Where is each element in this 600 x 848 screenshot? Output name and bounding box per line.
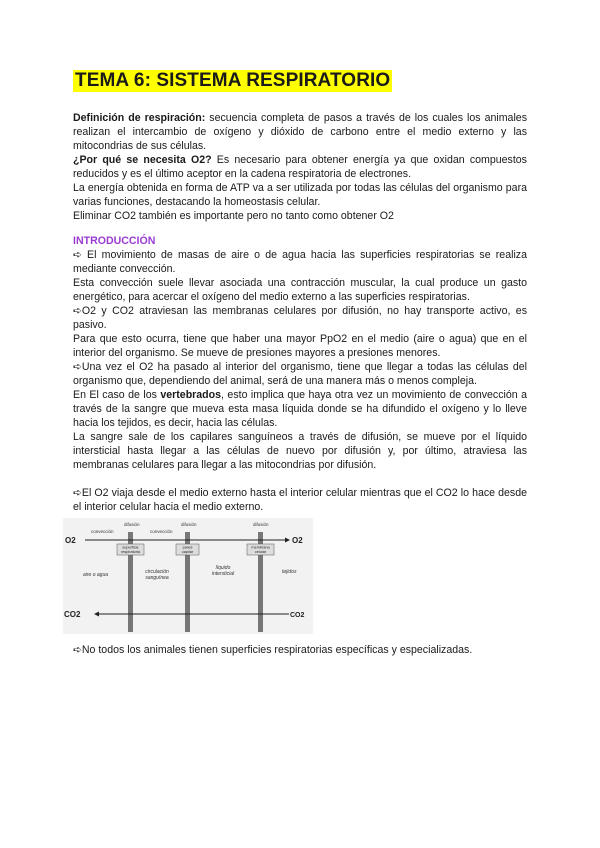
co2-right-label: CO2	[290, 612, 305, 619]
intro-paragraph-7: La sangre sale de los capilares sanguíneos a través de difusión, se mueve por el líquido intersticial hasta llegar a las células de nuevo por difusión y, por último, atraviesa las membranas celulares para llegar a las mitocondrias por difusión.	[73, 431, 527, 471]
intro-p6-post: , esto implica que haya otra vez un movimiento de convección a través de la sangre que mueva esta masa líquida donde se ha difundido el oxígeno y lo lleve hacia los tejidos, es decir, hacia las células.	[73, 389, 527, 429]
difusion-label-1: difusión	[124, 522, 140, 527]
region-air-water: aire o agua	[83, 572, 109, 578]
box-1-line-2: respiratoria	[121, 550, 140, 554]
co2-left-label: CO2	[64, 610, 81, 619]
intro-paragraph-3: ➪O2 y CO2 atraviesan las membranas celulares por difusión, no hay transporte activo, es pasivo.	[73, 305, 527, 331]
intro-paragraph-2: Esta convección suele llevar asociada una contracción muscular, la cual produce un gasto energético, para acercar el oxígeno del medio externo a las superficies respiratorias.	[73, 277, 527, 303]
box-3-line-2: celular	[254, 550, 267, 554]
intro-paragraph-6	[73, 388, 527, 430]
why-o2-text: Es necesario para obtener energía ya que oxidan compuestos reducidos y es el último aceptor en la cadena respiratoria de electrones.	[73, 154, 527, 180]
box-1-line-1: superficie	[122, 545, 139, 550]
why-o2-label: ¿Por qué se necesita O2?	[73, 154, 212, 166]
intro-heading: INTRODUCCIÓN	[73, 235, 156, 247]
why-o2-paragraph	[73, 153, 527, 181]
atp-paragraph: La energía obtenida en forma de ATP va a ser utilizada por todas las células del organismo para varias funciones, destacando la homeostasis celular.	[73, 182, 527, 208]
document-page	[64, 70, 527, 657]
conveccion-label-2: convección	[150, 529, 173, 534]
intro-paragraph-1: ➪ El movimiento de masas de aire o de agua hacia las superficies respiratorias se realiza mediante convección.	[73, 249, 527, 275]
box-2-line-1: pared	[182, 545, 193, 550]
o2-right-label: O2	[292, 536, 303, 545]
box-2-line-2: capilar	[181, 550, 194, 554]
region-tissues: tejidos	[282, 569, 297, 575]
intro-paragraph-4: Para que esto ocurra, tiene que haber una mayor PpO2 en el medio (aire o agua) que en el interior del organismo. Se mueve de presiones mayores a presiones menores.	[73, 333, 527, 359]
co2-paragraph: Eliminar CO2 también es importante pero no tanto como obtener O2	[73, 210, 394, 222]
page-title: TEMA 6: SISTEMA RESPIRATORIO	[75, 70, 391, 91]
box-3-line-1: membrana	[251, 545, 270, 550]
intro-paragraph-9: ➪No todos los animales tienen superficies respiratorias específicas y especializadas.	[73, 644, 473, 656]
region-blood-line-2: sanguínea	[145, 575, 169, 581]
region-blood-line-1: circulación	[145, 569, 169, 575]
region-interstitial-line-2: intersticial	[211, 571, 235, 577]
definition-label: Definición de respiración:	[73, 112, 206, 124]
region-interstitial-line-1: líquido	[215, 565, 231, 571]
o2-left-label: O2	[65, 536, 76, 545]
vertebrados-bold: vertebrados	[160, 389, 222, 401]
difusion-label-2: difusión	[181, 522, 197, 527]
definition-text: secuencia completa de pasos a través de los cuales los animales realizan el intercambio de oxígeno y dióxido de carbono entre el medio externo y las mitocondrias de sus células.	[73, 112, 527, 152]
intro-paragraph-8: ➪El O2 viaja desde el medio externo hasta el interior celular mientras que el CO2 lo hace desde el interior celular hacia el medio externo.	[73, 487, 527, 513]
conveccion-label-1: convección	[91, 529, 114, 534]
intro-paragraph-5: ➪Una vez el O2 ha pasado al interior del organismo, tiene que llegar a todas las células del organismo que, dependiendo del animal, será de una manera más o menos compleja.	[73, 361, 527, 387]
difusion-label-3: difusión	[253, 522, 269, 527]
definition-paragraph	[73, 111, 527, 153]
intro-p6-pre: En El caso de los	[73, 389, 161, 401]
gas-exchange-diagram	[63, 518, 313, 634]
